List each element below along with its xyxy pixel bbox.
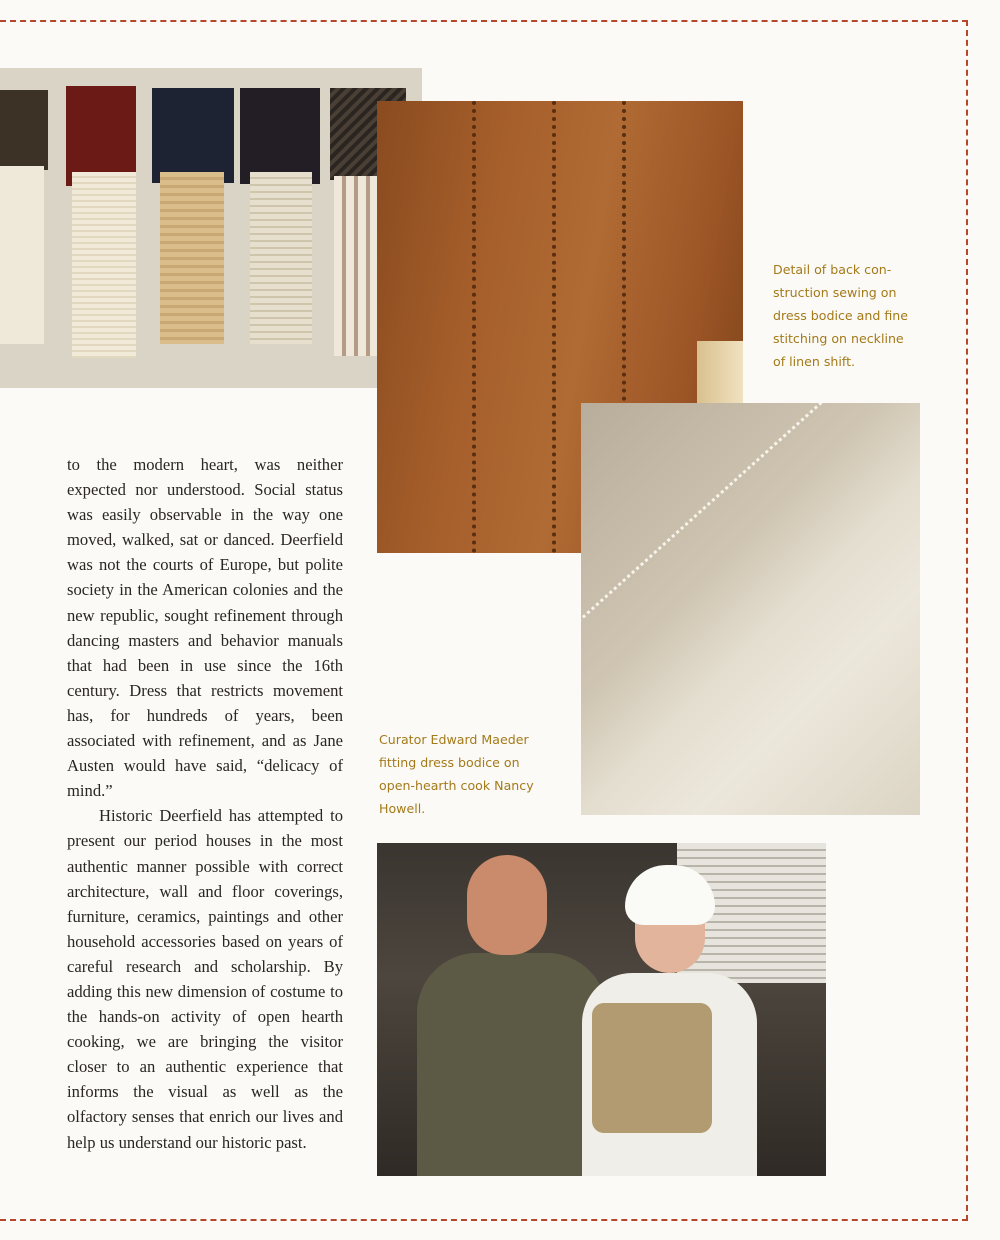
fitting-caption: Curator Edward Maeder fitting dress bodice on open-hearth cook Nancy Howell. <box>379 732 534 816</box>
linen-shift-neckline-photo <box>581 403 920 815</box>
page-border-right <box>966 20 968 1221</box>
body-paragraph: to the modern heart, was neither expected nor understood. Social status was easily observable in the way one moved, walked, sat or danced. Deerfield was not the courts of Europe, but polite society in the American colonies and the new republic, sought refinement through dancing masters and behavior manuals that had been in use since the 16th century. Dress that restricts movement has, for hundreds of years, been associated with refinement, and as Jane Austen would have said, “delicacy of mind.” <box>67 455 343 801</box>
bodice-detail-caption: Detail of back con- struction sewing on dress bodice and fine stitching on neckline of linen shift. <box>773 262 908 369</box>
curator-fitting-photo <box>377 843 826 1176</box>
page-border-bottom <box>0 1219 968 1221</box>
body-paragraph: Historic Deerfield has attempted to present our period houses in the most authentic manner possible with correct architecture, wall and floor coverings, furniture, ceramics, paintings and other household accessories based on years of careful research and scholarship. By adding this new dimension of costume to the hands-on activity of open hearth cooking, we are bringing the visitor closer to an authentic experience that informs the visual as well as the olfactory senses that enrich our lives and help us understand our historic past. <box>67 806 343 1152</box>
body-text-column <box>67 452 343 1155</box>
fabric-swatches-photo <box>0 68 422 388</box>
page-border-top <box>0 20 968 22</box>
